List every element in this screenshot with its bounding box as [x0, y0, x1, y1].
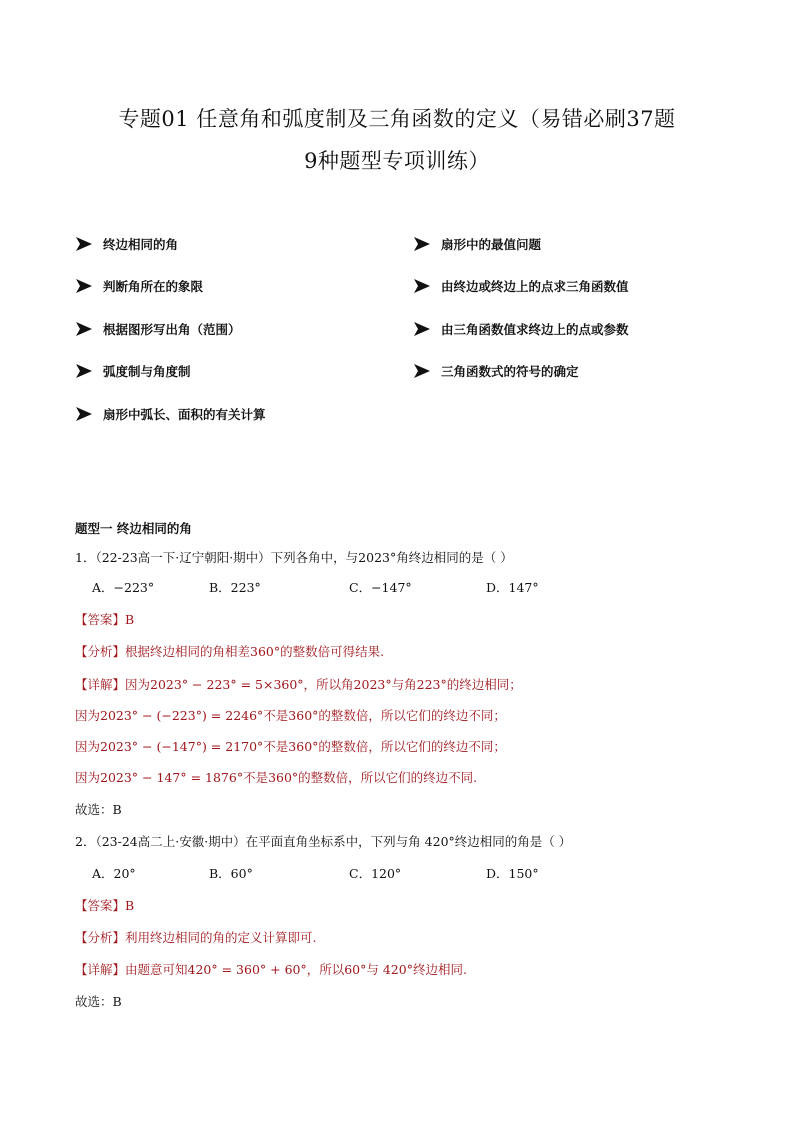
option-d: D．150°	[486, 866, 539, 881]
arrowhead-bullet-icon	[413, 235, 431, 253]
toc-item	[75, 360, 191, 382]
section-heading: 题型一 终边相同的角	[75, 521, 192, 536]
option-c: C．120°	[349, 866, 402, 881]
option-b: B．60°	[209, 866, 253, 881]
arrowhead-bullet-icon	[75, 405, 93, 423]
toc-item-label: 终边相同的角	[103, 237, 179, 252]
question-1-detail-line: 因为2023° − (−147°) = 2170°不是360°的整数倍，所以它们的终边不同；	[75, 739, 506, 754]
toc-item	[75, 403, 266, 425]
question-1-detail-line: 因为2023° − 147° = 1876°不是360°的整数倍，所以它们的终边不同.	[75, 770, 478, 785]
question-1-detail	[75, 675, 522, 695]
question-1-detail-line: 因为2023° − (−223°) = 2246°不是360°的整数倍，所以它们的终边不同；	[75, 708, 506, 723]
arrowhead-bullet-icon	[75, 362, 93, 380]
option-a: A．20°	[92, 866, 136, 881]
analysis-tag: 【分析】	[75, 644, 126, 659]
question-2-choice: 故选：B	[75, 994, 122, 1009]
toc-item-label: 三角函数式的符号的确定	[441, 364, 579, 379]
question-1-stem: 1．（22-23高一下·辽宁朝阳·期中）下列各角中，与2023°角终边相同的是（ ）	[75, 550, 513, 565]
analysis-text: 利用终边相同的角的定义计算即可.	[125, 930, 317, 945]
option-d: D．147°	[486, 580, 539, 595]
analysis-tag: 【分析】	[75, 930, 126, 945]
toc-item-label: 根据图形写出角（范围）	[103, 322, 241, 337]
toc-item	[413, 360, 579, 382]
answer-tag: 【答案】	[75, 612, 126, 627]
toc-item	[413, 275, 629, 297]
toc-item-label: 判断角所在的象限	[103, 279, 204, 294]
answer-value: B	[125, 898, 135, 913]
analysis-text: 根据终边相同的角相差360°的整数倍可得结果.	[125, 644, 385, 659]
option-a: A．−223°	[92, 580, 155, 595]
title-line-2: 9种题型专项训练）	[304, 149, 490, 173]
detail-tag: 【详解】	[75, 962, 126, 977]
toc-item	[75, 233, 178, 255]
question-2-analysis	[75, 928, 317, 948]
detail-text: 由题意可知420° = 360° + 60°，所以60°与 420°终边相同.	[125, 962, 467, 977]
option-c: C．−147°	[349, 580, 412, 595]
answer-tag: 【答案】	[75, 898, 126, 913]
answer-value: B	[125, 612, 135, 627]
title-line-1: 专题01 任意角和弧度制及三角函数的定义（易错必刷37题	[118, 107, 676, 131]
arrowhead-bullet-icon	[75, 320, 93, 338]
toc-item	[413, 233, 541, 255]
question-2-stem: 2．（23-24高二上·安徽·期中）在平面直角坐标系中，下列与角 420°终边相同的角是（ ）	[75, 834, 572, 849]
arrowhead-bullet-icon	[75, 235, 93, 253]
question-1-choice: 故选：B	[75, 802, 122, 817]
toc-item-label: 由终边或终边上的点求三角函数值	[441, 279, 629, 294]
toc-item-label: 由三角函数值求终边上的点或参数	[441, 322, 629, 337]
toc-item-label: 扇形中弧长、面积的有关计算	[103, 407, 266, 422]
detail-tag: 【详解】	[75, 677, 126, 692]
document-title	[60, 98, 734, 182]
detail-text: 因为2023° − 223° = 5×360°，所以角2023°与角223°的终边相同；	[125, 677, 522, 692]
toc-item	[75, 318, 241, 340]
question-1-answer	[75, 610, 134, 630]
arrowhead-bullet-icon	[75, 277, 93, 295]
question-2-detail	[75, 960, 467, 980]
arrowhead-bullet-icon	[413, 320, 431, 338]
option-b: B．223°	[209, 580, 261, 595]
toc-item-label: 扇形中的最值问题	[441, 237, 542, 252]
question-2-answer	[75, 896, 134, 916]
toc-item-label: 弧度制与角度制	[103, 364, 191, 379]
toc-item	[413, 318, 629, 340]
question-1-analysis	[75, 642, 384, 662]
arrowhead-bullet-icon	[413, 362, 431, 380]
toc-item	[75, 275, 203, 297]
arrowhead-bullet-icon	[413, 277, 431, 295]
